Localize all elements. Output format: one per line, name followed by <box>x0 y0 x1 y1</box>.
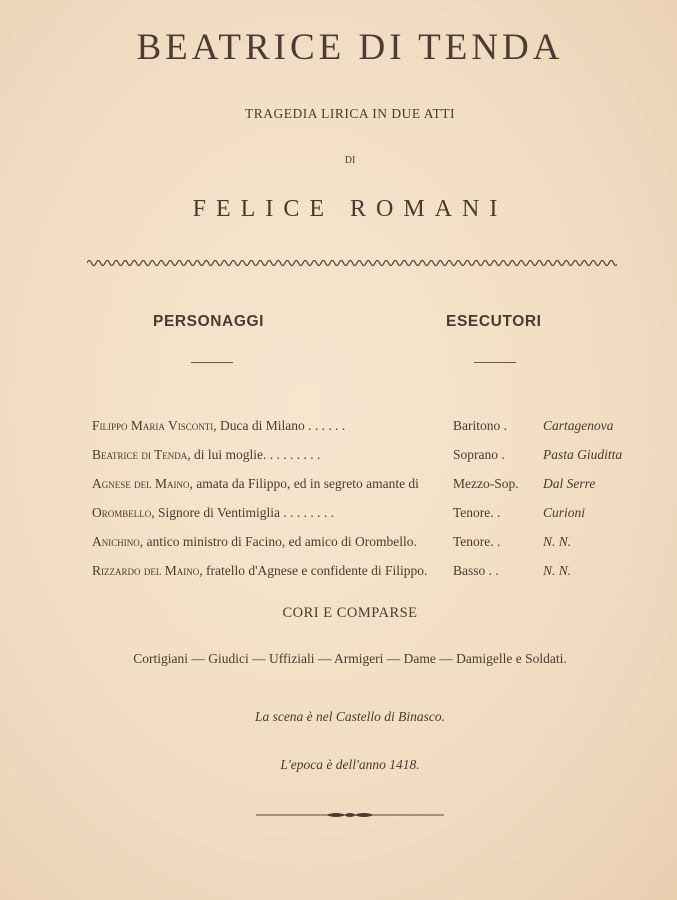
character <box>92 447 320 463</box>
performers-heading: ESECUTORI <box>446 313 542 330</box>
divider <box>474 362 516 363</box>
voice-type: Basso . . <box>453 563 499 578</box>
performer: Dal Serre <box>543 476 596 491</box>
cast-row <box>92 505 652 527</box>
voice-type: Tenore. . <box>453 505 501 520</box>
cast-row <box>92 447 652 469</box>
character-name: Anichino <box>92 534 140 549</box>
ornamental-divider <box>87 256 617 270</box>
character-name: Beatrice di Tenda <box>92 447 188 462</box>
divider <box>191 362 233 363</box>
performer: N. N. <box>543 534 572 549</box>
character <box>92 534 417 550</box>
character-description: , fratello d'Agnese e confidente di Filippo. <box>199 563 428 578</box>
character <box>92 418 345 434</box>
cast-row <box>92 534 652 556</box>
chorus-heading: CORI E COMPARSE <box>282 605 418 621</box>
character-description: , di lui moglie. . . . . . . . . <box>187 447 321 462</box>
character-description: , Duca di Milano . . . . . . <box>213 418 346 433</box>
performer: Pasta Giuditta <box>543 447 623 462</box>
subtitle: TRAGEDIA LIRICA IN DUE ATTI <box>245 106 455 121</box>
cast-row <box>92 563 652 585</box>
characters-heading: PERSONAGGI <box>153 313 265 330</box>
voice-type: Mezzo-Sop. <box>453 476 519 491</box>
voice-type: Baritono . <box>453 418 507 433</box>
setting: La scena è nel Castello di Binasco. <box>254 709 446 724</box>
performer: N. N. <box>543 563 572 578</box>
character <box>92 505 334 521</box>
voice-type: Soprano . <box>453 447 505 462</box>
character-name: Agnese del Maino <box>92 476 190 491</box>
end-ornament <box>256 808 444 822</box>
voice-type: Tenore. . <box>453 534 501 549</box>
performer: Cartagenova <box>543 418 614 433</box>
character-description: , amata da Filippo, ed in segreto amante di <box>189 476 419 491</box>
epoch: L'epoca è dell'anno 1418. <box>280 757 420 772</box>
character-description: , antico ministro di Facino, ed amico di Orombello. <box>139 534 417 549</box>
character-description: , Signore di Ventimiglia . . . . . . . . <box>151 505 334 520</box>
cast-row <box>92 418 652 440</box>
character <box>92 563 427 579</box>
page-title: BEATRICE DI TENDA <box>136 27 564 68</box>
character-name: Rizzardo del Maino <box>92 563 200 578</box>
by-label: DI <box>344 155 356 166</box>
cast-row <box>92 476 652 498</box>
chorus-list: Cortigiani — Giudici — Uffiziali — Armigeri — Dame — Damigelle e Soldati. <box>133 651 567 666</box>
performer: Curioni <box>543 505 586 520</box>
character-name: Filippo Maria Visconti <box>92 418 214 433</box>
character-name: Orombello <box>92 505 152 520</box>
author: FELICE ROMANI <box>192 196 508 222</box>
character <box>92 476 419 492</box>
